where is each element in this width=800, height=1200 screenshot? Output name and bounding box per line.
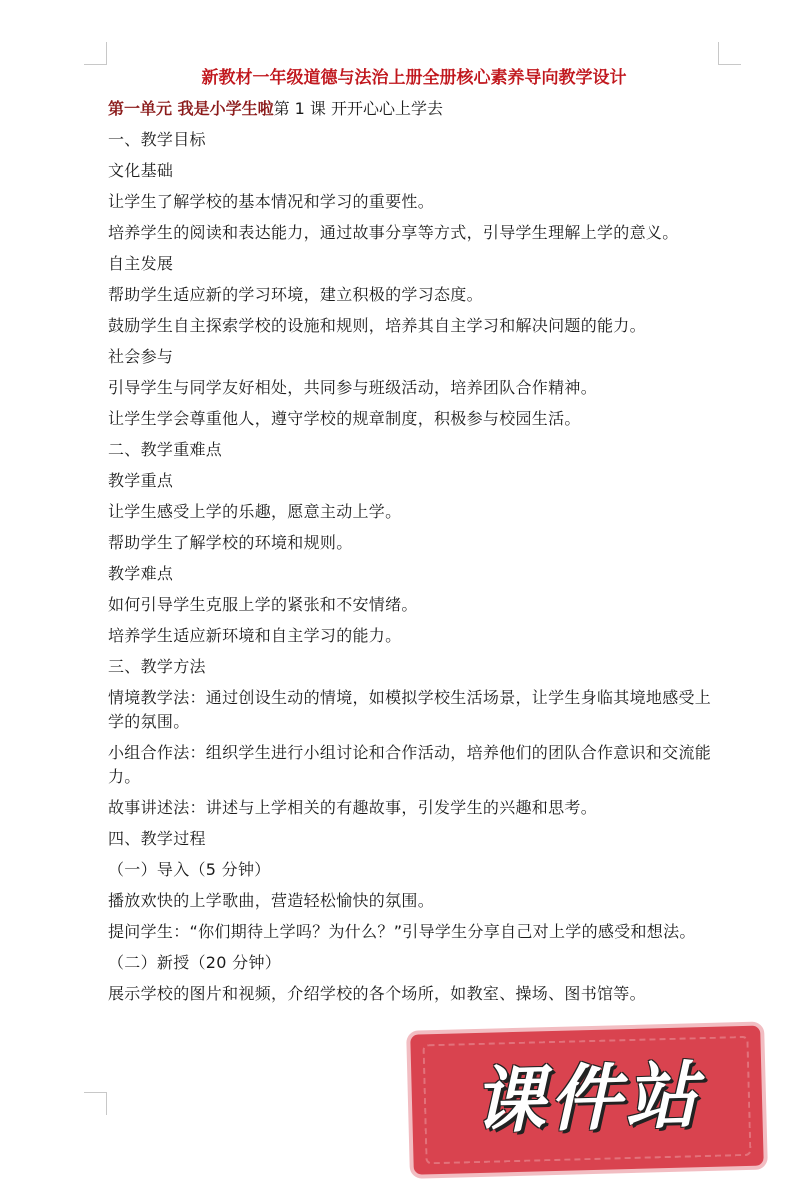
subheading-self-development: 自主发展: [108, 254, 174, 273]
paragraph: 让学生学会尊重他人，遵守学校的规章制度，积极参与校园生活。: [108, 409, 581, 428]
unit-heading: [108, 96, 720, 122]
paragraph: 让学生了解学校的基本情况和学习的重要性。: [108, 192, 435, 211]
subheading-culture: 文化基础: [108, 161, 174, 180]
paragraph: 培养学生的阅读和表达能力，通过故事分享等方式，引导学生理解上学的意义。: [108, 223, 679, 242]
corner-mark-top-right: [718, 42, 741, 65]
subheading-social: 社会参与: [108, 347, 174, 366]
lesson-label: 第 1 课 开开心心上学去: [273, 99, 444, 118]
section-heading-process: 四、教学过程: [108, 829, 206, 848]
subheading-new-lesson: （二）新授（20 分钟）: [108, 953, 282, 972]
section-heading-methods: 三、教学方法: [108, 657, 206, 676]
section-heading-goals: 一、教学目标: [108, 130, 206, 149]
paragraph: 播放欢快的上学歌曲，营造轻松愉快的氛围。: [108, 891, 435, 910]
paragraph: 引导学生与同学友好相处，共同参与班级活动，培养团队合作精神。: [108, 378, 598, 397]
paragraph: 情境教学法：通过创设生动的情境，如模拟学校生活场景，让学生身临其境地感受上学的氛围。: [108, 688, 712, 731]
watermark-text: 课件站: [471, 1053, 703, 1144]
section-heading-key-points: 二、教学重难点: [108, 440, 223, 459]
paragraph: 如何引导学生克服上学的紧张和不安情绪。: [108, 595, 418, 614]
paragraph: 让学生感受上学的乐趣，愿意主动上学。: [108, 502, 402, 521]
paragraph: 培养学生适应新环境和自主学习的能力。: [108, 626, 402, 645]
paragraph: 故事讲述法：讲述与上学相关的有趣故事，引发学生的兴趣和思考。: [108, 798, 598, 817]
paragraph: 鼓励学生自主探索学校的设施和规则，培养其自主学习和解决问题的能力。: [108, 316, 646, 335]
document-title: 新教材一年级道德与法治上册全册核心素养导向教学设计: [201, 68, 627, 88]
corner-mark-bottom-left: [84, 1092, 107, 1115]
paragraph: 展示学校的图片和视频，介绍学校的各个场所，如教室、操场、图书馆等。: [108, 984, 646, 1003]
unit-label: 第一单元 我是小学生啦: [108, 99, 274, 118]
document-body: [108, 64, 720, 1013]
subheading-intro: （一）导入（5 分钟）: [108, 860, 271, 879]
paragraph: 提问学生：“你们期待上学吗？为什么？”引导学生分享自己对上学的感受和想法。: [108, 922, 696, 941]
paragraph: 小组合作法：组织学生进行小组讨论和合作活动，培养他们的团队合作意识和交流能力。: [108, 743, 712, 786]
paragraph: 帮助学生适应新的学习环境，建立积极的学习态度。: [108, 285, 483, 304]
watermark-logo: [410, 1015, 774, 1184]
subheading-difficulties: 教学难点: [108, 564, 174, 583]
subheading-key-points: 教学重点: [108, 471, 174, 490]
paragraph: 帮助学生了解学校的环境和规则。: [108, 533, 353, 552]
corner-mark-top-left: [84, 42, 107, 65]
